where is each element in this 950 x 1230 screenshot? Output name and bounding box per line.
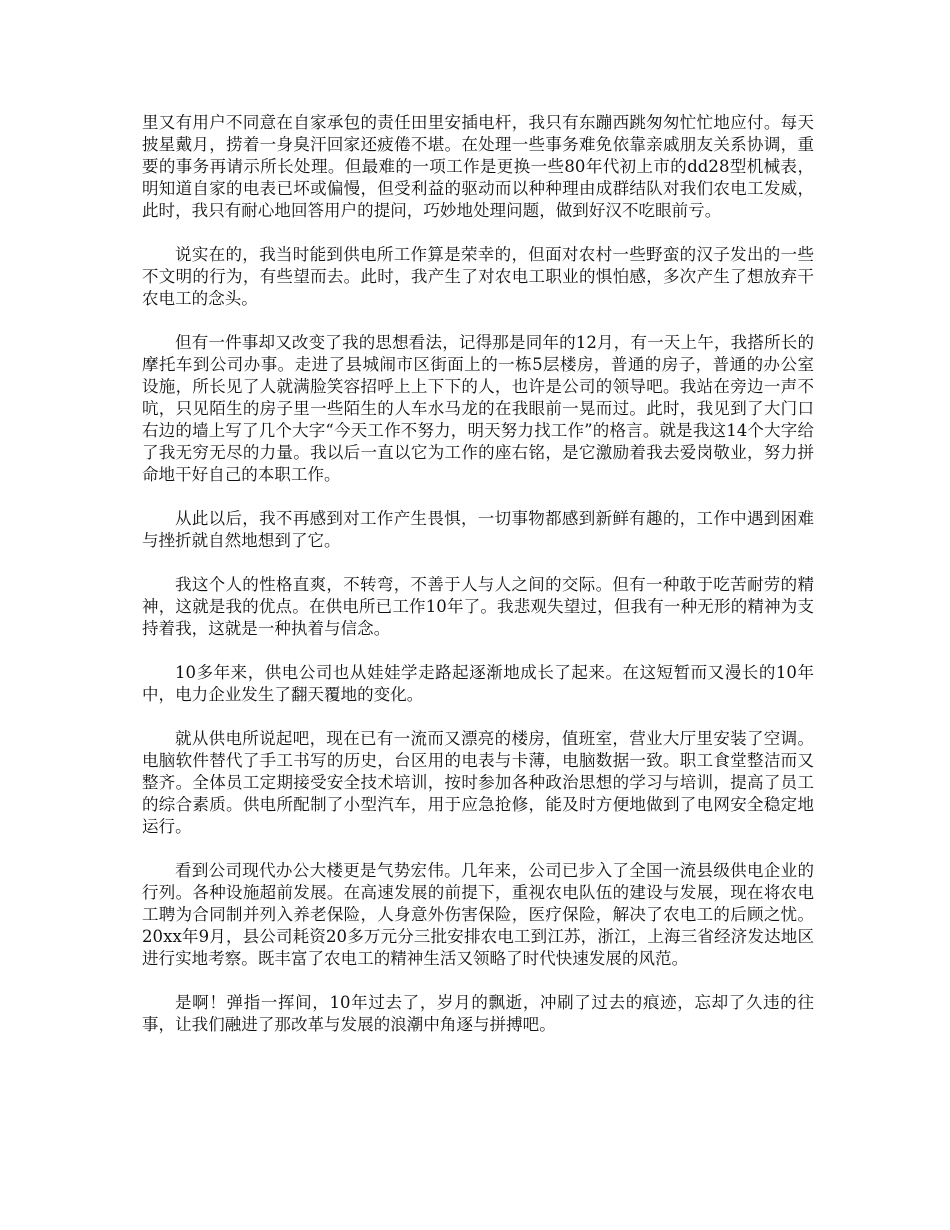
paragraph-2: 说实在的，我当时能到供电所工作算是荣幸的，但面对农村一些野蛮的汉子发出的一些不文明的行为，有些望而去。此时，我产生了对农电工职业的惧怕感，多次产生了想放弃干农电工的念头。 (142, 245, 814, 308)
paragraph-7: 就从供电所说起吧，现在已有一流而又漂亮的楼房，值班室，营业大厅里安装了空调。电脑软件替代了手工书写的历史，台区用的电表与卡薄，电脑数据一致。职工食堂整洁而又整齐。全体员工定期接受安全技术培训，按时参加各种政治思想的学习与培训，提高了员工的综合素质。供电所配制了小型汽车，用于应急抢修，能及时方便地做到了电网安全稳定地运行。 (142, 729, 814, 836)
paragraph-6: 10多年来，供电公司也从娃娃学走路起逐渐地成长了起来。在这短暂而又漫长的10年中，电力企业发生了翻天覆地的变化。 (142, 663, 814, 704)
paragraph-5: 我这个人的性格直爽，不转弯，不善于人与人之间的交际。但有一种敢于吃苦耐劳的精神，这就是我的优点。在供电所已工作10年了。我悲观失望过，但我有一种无形的精神为支持着我，这就是一种执着与信念。 (142, 575, 814, 638)
paragraph-8: 看到公司现代办公大楼更是气势宏伟。几年来，公司已步入了全国一流县级供电企业的行列。各种设施超前发展。在高速发展的前提下，重视农电队伍的建设与发展，现在将农电工聘为合同制并列入养老保险，人身意外伤害保险，医疗保险，解决了农电工的后顾之忧。20xx年9月，县公司耗资20多万元分三批安排农电工到江苏，浙江，上海三省经济发达地区进行实地考察。既丰富了农电工的精神生活又领略了时代快速发展的风范。 (142, 861, 814, 968)
paragraph-3: 但有一件事却又改变了我的思想看法，记得那是同年的12月，有一天上午，我搭所长的摩托车到公司办事。走进了县城闹市区街面上的一栋5层楼房，普通的房子，普通的办公室设施，所长见了人就满脸笑容招呼上上下下的人，也许是公司的领导吧。我站在旁边一声不吭，只见陌生的房子里一些陌生的人车水马龙的在我眼前一晃而过。此时，我见到了大门口右边的墙上写了几个大字“今天工作不努力，明天努力找工作”的格言。就是我这14个大字给了我无穷无尽的力量。我以后一直以它为工作的座右铭，是它激励着我去爱岗敬业，努力拼命地干好自己的本职工作。 (142, 333, 814, 484)
paragraph-9: 是啊！弹指一挥间，10年过去了，岁月的飘逝，冲刷了过去的痕迹，忘却了久违的往事，让我们融进了那改革与发展的浪潮中角逐与拼搏吧。 (142, 993, 814, 1034)
paragraph-4: 从此以后，我不再感到对工作产生畏惧，一切事物都感到新鲜有趣的，工作中遇到困难与挫折就自然地想到了它。 (142, 509, 814, 550)
paragraph-1: 里又有用户不同意在自家承包的责任田里安插电杆，我只有东蹦西跳匆匆忙忙地应付。每天披星戴月，捞着一身臭汗回家还疲倦不堪。在处理一些事务难免依靠亲戚朋友关系协调，重要的事务再请示所长处理。但最难的一项工作是更换一些80年代初上市的dd28型机械表，明知道自家的电表已坏或偏慢，但受利益的驱动而以种种理由成群结队对我们农电工发威，此时，我只有耐心地回答用户的提问，巧妙地处理问题，做到好汉不吃眼前亏。 (142, 113, 814, 220)
document-body (142, 112, 814, 1058)
